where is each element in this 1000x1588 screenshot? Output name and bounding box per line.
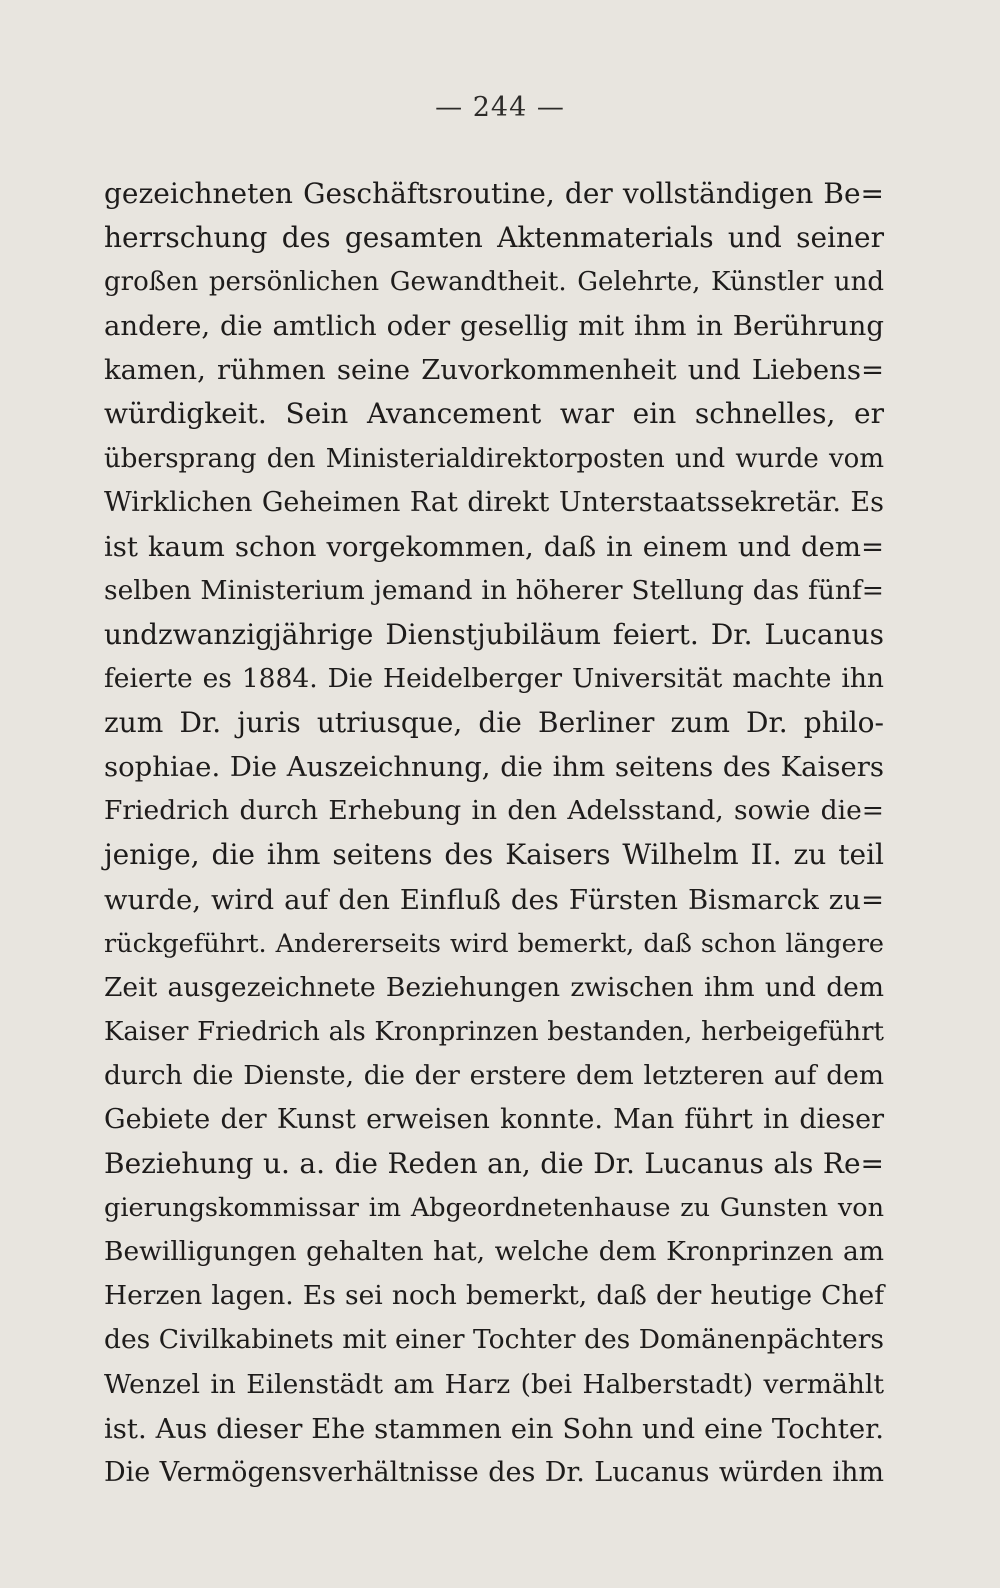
text-line: Wirklichen Geheimen Rat direkt Unterstaatssekretär. Es [104,486,884,518]
text-line: sophiae. Die Auszeichnung, die ihm seitens des Kaisers [104,751,884,784]
text-line: feierte es 1884. Die Heidelberger Universität machte ihn [104,663,884,695]
text-line: Die Vermögensverhältnisse des Dr. Lucanus würden ihm [104,1456,884,1488]
text-line: Wenzel in Eilenstädt am Harz (bei Halberstadt) vermählt [104,1368,884,1400]
text-line: gierungskommissar im Abgeordnetenhause zu Gunsten von [104,1193,884,1224]
text-line: wurde, wird auf den Einfluß des Fürsten Bismarck zu= [104,883,884,916]
text-line: ist kaum schon vorgekommen, daß in einem und dem= [104,530,884,563]
text-line: Zeit ausgezeichnete Beziehungen zwischen ihm und dem [104,971,884,1003]
page-number: — 244 — [435,92,565,123]
text-line: des Civilkabinets mit einer Tochter des Domänenpächters [104,1324,884,1356]
text-line: durch die Dienste, die der erstere dem letzteren auf dem [104,1059,884,1091]
body-text [104,172,884,1495]
text-line: Bewilligungen gehalten hat, welche dem Kronprinzen am [104,1236,884,1268]
text-line: jenige, die ihm seitens des Kaisers Wilhelm II. zu teil [104,838,884,872]
text-line: großen persönlichen Gewandtheit. Gelehrte, Künstler und [104,267,884,298]
text-line: Beziehung u. a. die Reden an, die Dr. Lucanus als Re= [104,1147,884,1181]
text-line: herrschung des gesamten Aktenmaterials und seiner [104,221,884,255]
text-line: Friedrich durch Erhebung in den Adelsstand, sowie die= [104,795,884,827]
text-line: ist. Aus dieser Ehe stammen ein Sohn und eine Tochter. [104,1412,884,1445]
text-line: andere, die amtlich oder gesellig mit ihm in Berührung [104,310,884,343]
text-line: Herzen lagen. Es sei noch bemerkt, daß der heutige Chef [104,1280,884,1312]
text-line: würdigkeit. Sein Avancement war ein schnelles, er [104,397,884,431]
text-line: Kaiser Friedrich als Kronprinzen bestanden, herbeigeführt [104,1016,884,1047]
text-line: rückgeführt. Andererseits wird bemerkt, daß schon längere [104,928,884,959]
text-line: zum Dr. juris utriusque, die Berliner zum Dr. philo- [104,706,884,740]
text-line: übersprang den Ministerialdirektorposten und wurde vom [104,443,884,474]
text-line: kamen, rühmen seine Zuvorkommenheit und Liebens= [104,354,884,387]
text-line: gezeichneten Geschäftsroutine, der vollständigen Be= [104,177,884,210]
text-line: undzwanzigjährige Dienstjubiläum feiert. Dr. Lucanus [104,617,884,651]
text-line: selben Ministerium jemand in höherer Stellung das fünf= [104,574,884,606]
text-line: Gebiete der Kunst erweisen konnte. Man führt in dieser [104,1103,884,1135]
